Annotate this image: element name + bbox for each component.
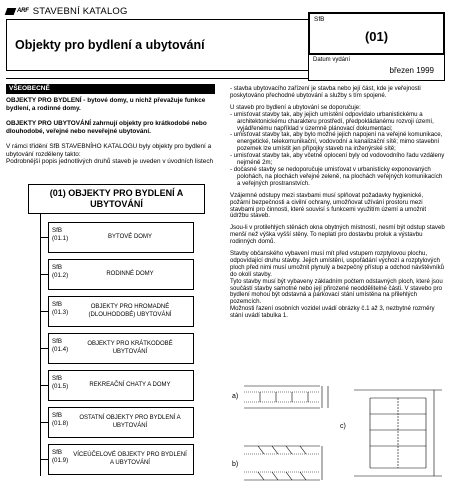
tree-item-name: VÍCEÚČELOVÉ OBJEKTY PRO BYDLENÍ A UBYTOVÁNÍ bbox=[73, 452, 187, 466]
tree-item bbox=[48, 370, 194, 401]
tree-item-name: OBJEKTY PRO KRÁTKODOBÉ UBYTOVÁNÍ bbox=[87, 341, 173, 355]
issue-date-value: březen 1999 bbox=[389, 66, 434, 75]
tree-tick bbox=[40, 422, 48, 423]
tree-item-name: RODINNÉ DOMY bbox=[106, 270, 154, 277]
header-divider bbox=[6, 78, 308, 79]
tree-root: (01) OBJEKTY PRO BYDLENÍ A UBYTOVÁNÍ bbox=[28, 184, 205, 214]
page-title: Objekty pro bydlení a ubytování bbox=[15, 38, 205, 52]
parking-layout-diagram bbox=[230, 380, 446, 498]
paragraph: Stavby občanského vybavení musí mít před vstupem rozptylovou plochu, odpovídající druhu stavby. Jejich umístění, uspořádání výchozí a rozptylových ploch před nimi musí umožnit plynulý a bezpečný přístup a odchod návštěvníků do okolí stavby. bbox=[230, 250, 445, 278]
intro-paragraph-1: OBJEKTY PRO BYDLENÍ - bytové domy, u nichž převažuje funkce bydlení, a rodinné domy. bbox=[6, 97, 206, 112]
tree-tick bbox=[40, 459, 48, 460]
diagram-label-b: b) bbox=[232, 461, 239, 468]
sfb-box bbox=[308, 12, 445, 55]
tree-item bbox=[48, 259, 194, 290]
tree-item-sfb: SfB (01.3) bbox=[52, 301, 69, 316]
bullet-item: - umisťovat stavby tak, aby bylo možné jejich napojení na veřejné komunikace, energetické, telekomunikační, vodovodní a kanalizační sítě; mimo stavební pozemek lze umístit jen přípojky staveb na inženýrské sítě; bbox=[230, 131, 443, 153]
tree-item-sfb: SfB (01.4) bbox=[52, 338, 69, 353]
tree-tick bbox=[40, 237, 48, 238]
tree-tick bbox=[40, 274, 48, 275]
tree-item bbox=[48, 333, 194, 364]
intro-paragraph-2: OBJEKTY PRO UBYTOVÁNÍ zahrnují objekty pro krátkodobé nebo dlouhodobé, veřejné nebo neveřejné ubytování. bbox=[6, 120, 207, 135]
tree-item-sfb: SfB (01.5) bbox=[52, 375, 69, 390]
tree-item-sfb: SfB (01.1) bbox=[52, 227, 69, 242]
tree-item-name: BYTOVÉ DOMY bbox=[108, 233, 152, 240]
right-column-text bbox=[230, 86, 445, 320]
paragraph: Jsou-li v protilehlých stěnách okna obytných místností, nesmí být odstup staveb menší než výška vyšší stěny. To neplatí pro dostavbu proluk a výstavbu rodinných domů. bbox=[230, 224, 445, 246]
tree-item-name: OBJEKTY PRO HROMADNÉ (DLOUHODOBÉ) UBYTOVÁNÍ bbox=[88, 304, 172, 318]
issue-date-label: Datum vydání bbox=[313, 57, 351, 63]
tree-tick bbox=[40, 385, 48, 386]
paragraph: Tyto stavby musí být vybaveny základním počtem odstavných ploch, které jsou součástí stavby samotné nebo její přirozené neoddělitelné části. V stavebo pro bydlení mohou být odstavná a parkovací stání umístěna na přilehlých pozemcích. bbox=[230, 277, 443, 306]
tree-item-name: OSTATNÍ OBJEKTY PRO BYDLENÍ A UBYTOVÁNÍ bbox=[79, 415, 181, 429]
tree-item-sfb: SfB (01.8) bbox=[52, 412, 69, 427]
diagram-label-c: c) bbox=[340, 423, 346, 430]
catalog-name: STAVEBNÍ KATALOG bbox=[32, 5, 128, 17]
title-box bbox=[6, 19, 308, 71]
tree-item bbox=[48, 444, 194, 475]
paragraph: - stavba ubytovacího zařízení je stavba nebo její část, kde je veřejnosti poskytováno přechodné ubytování a služby s tím spojené. bbox=[230, 85, 421, 99]
tree-tick bbox=[40, 311, 48, 312]
tree-tick bbox=[40, 348, 48, 349]
tree-item bbox=[48, 222, 194, 253]
tree-item-sfb: SfB (01.2) bbox=[52, 264, 69, 279]
catalog-header bbox=[6, 3, 306, 19]
tree-connector bbox=[40, 214, 41, 476]
section-heading: VŠEOBECNĚ bbox=[6, 84, 215, 94]
issue-date-box bbox=[308, 55, 445, 81]
tree-item-name: REKREAČNÍ CHATY A DOMY bbox=[89, 381, 171, 388]
diagram-label-a: a) bbox=[232, 393, 239, 400]
tree-item-sfb: SfB (01.9) bbox=[52, 449, 69, 464]
sfb-label: SfB bbox=[314, 16, 325, 23]
tree-item bbox=[48, 407, 194, 438]
bullet-item: - umisťovat stavby tak, aby jejich umístění odpovídalo urbanistickému a architektonickému charakteru prostředí, předpokládanému rozvoji území, vyjádřenému například v územně plánovací dokumentaci; bbox=[230, 110, 434, 132]
tree-item bbox=[48, 296, 194, 327]
intro-paragraph-3: V rámci třídění SfB STAVEBNÍHO KATALOGU byly objekty pro bydlení a ubytování rozděleny takto: bbox=[6, 143, 212, 158]
bullet-item: - dočasné stavby se nedoporučuje umisťovat v urbanisticky exponovaných polohách, na plochách veřejné zeleně, na plochách veřejných komunikacích a veřejných prostranstvích. bbox=[230, 165, 443, 187]
sfb-code: (01) bbox=[364, 29, 389, 44]
publisher-logo: ARF bbox=[6, 5, 29, 17]
paragraph: U staveb pro bydlení a ubytování se doporučuje: bbox=[230, 103, 361, 111]
paragraph: Vzájemné odstupy mezi stavbami musí splňovat požadavky hygienické, požární bezpečnosti a civilní ochrany, umožňovat užívání prostoru mezi stavbami pro činnosti, které souvisí s funkcemi využitím území a umožnit údržbu staveb. bbox=[230, 191, 427, 220]
paragraph: Možnosti řazení osobních vozidel uvádí obrázky č.1 až 3, nezbytné rozměry stání uvádí tabulka 1. bbox=[230, 305, 435, 320]
bullet-item: - umisťovat stavby tak, aby včetně oplocení byly od vodovodního řadu vzdáleny nejméně 2m; bbox=[230, 152, 445, 167]
intro-paragraph-4: Podrobnější popis jednotlivých druhů staveb je uveden v úvodních listech bbox=[6, 158, 214, 165]
